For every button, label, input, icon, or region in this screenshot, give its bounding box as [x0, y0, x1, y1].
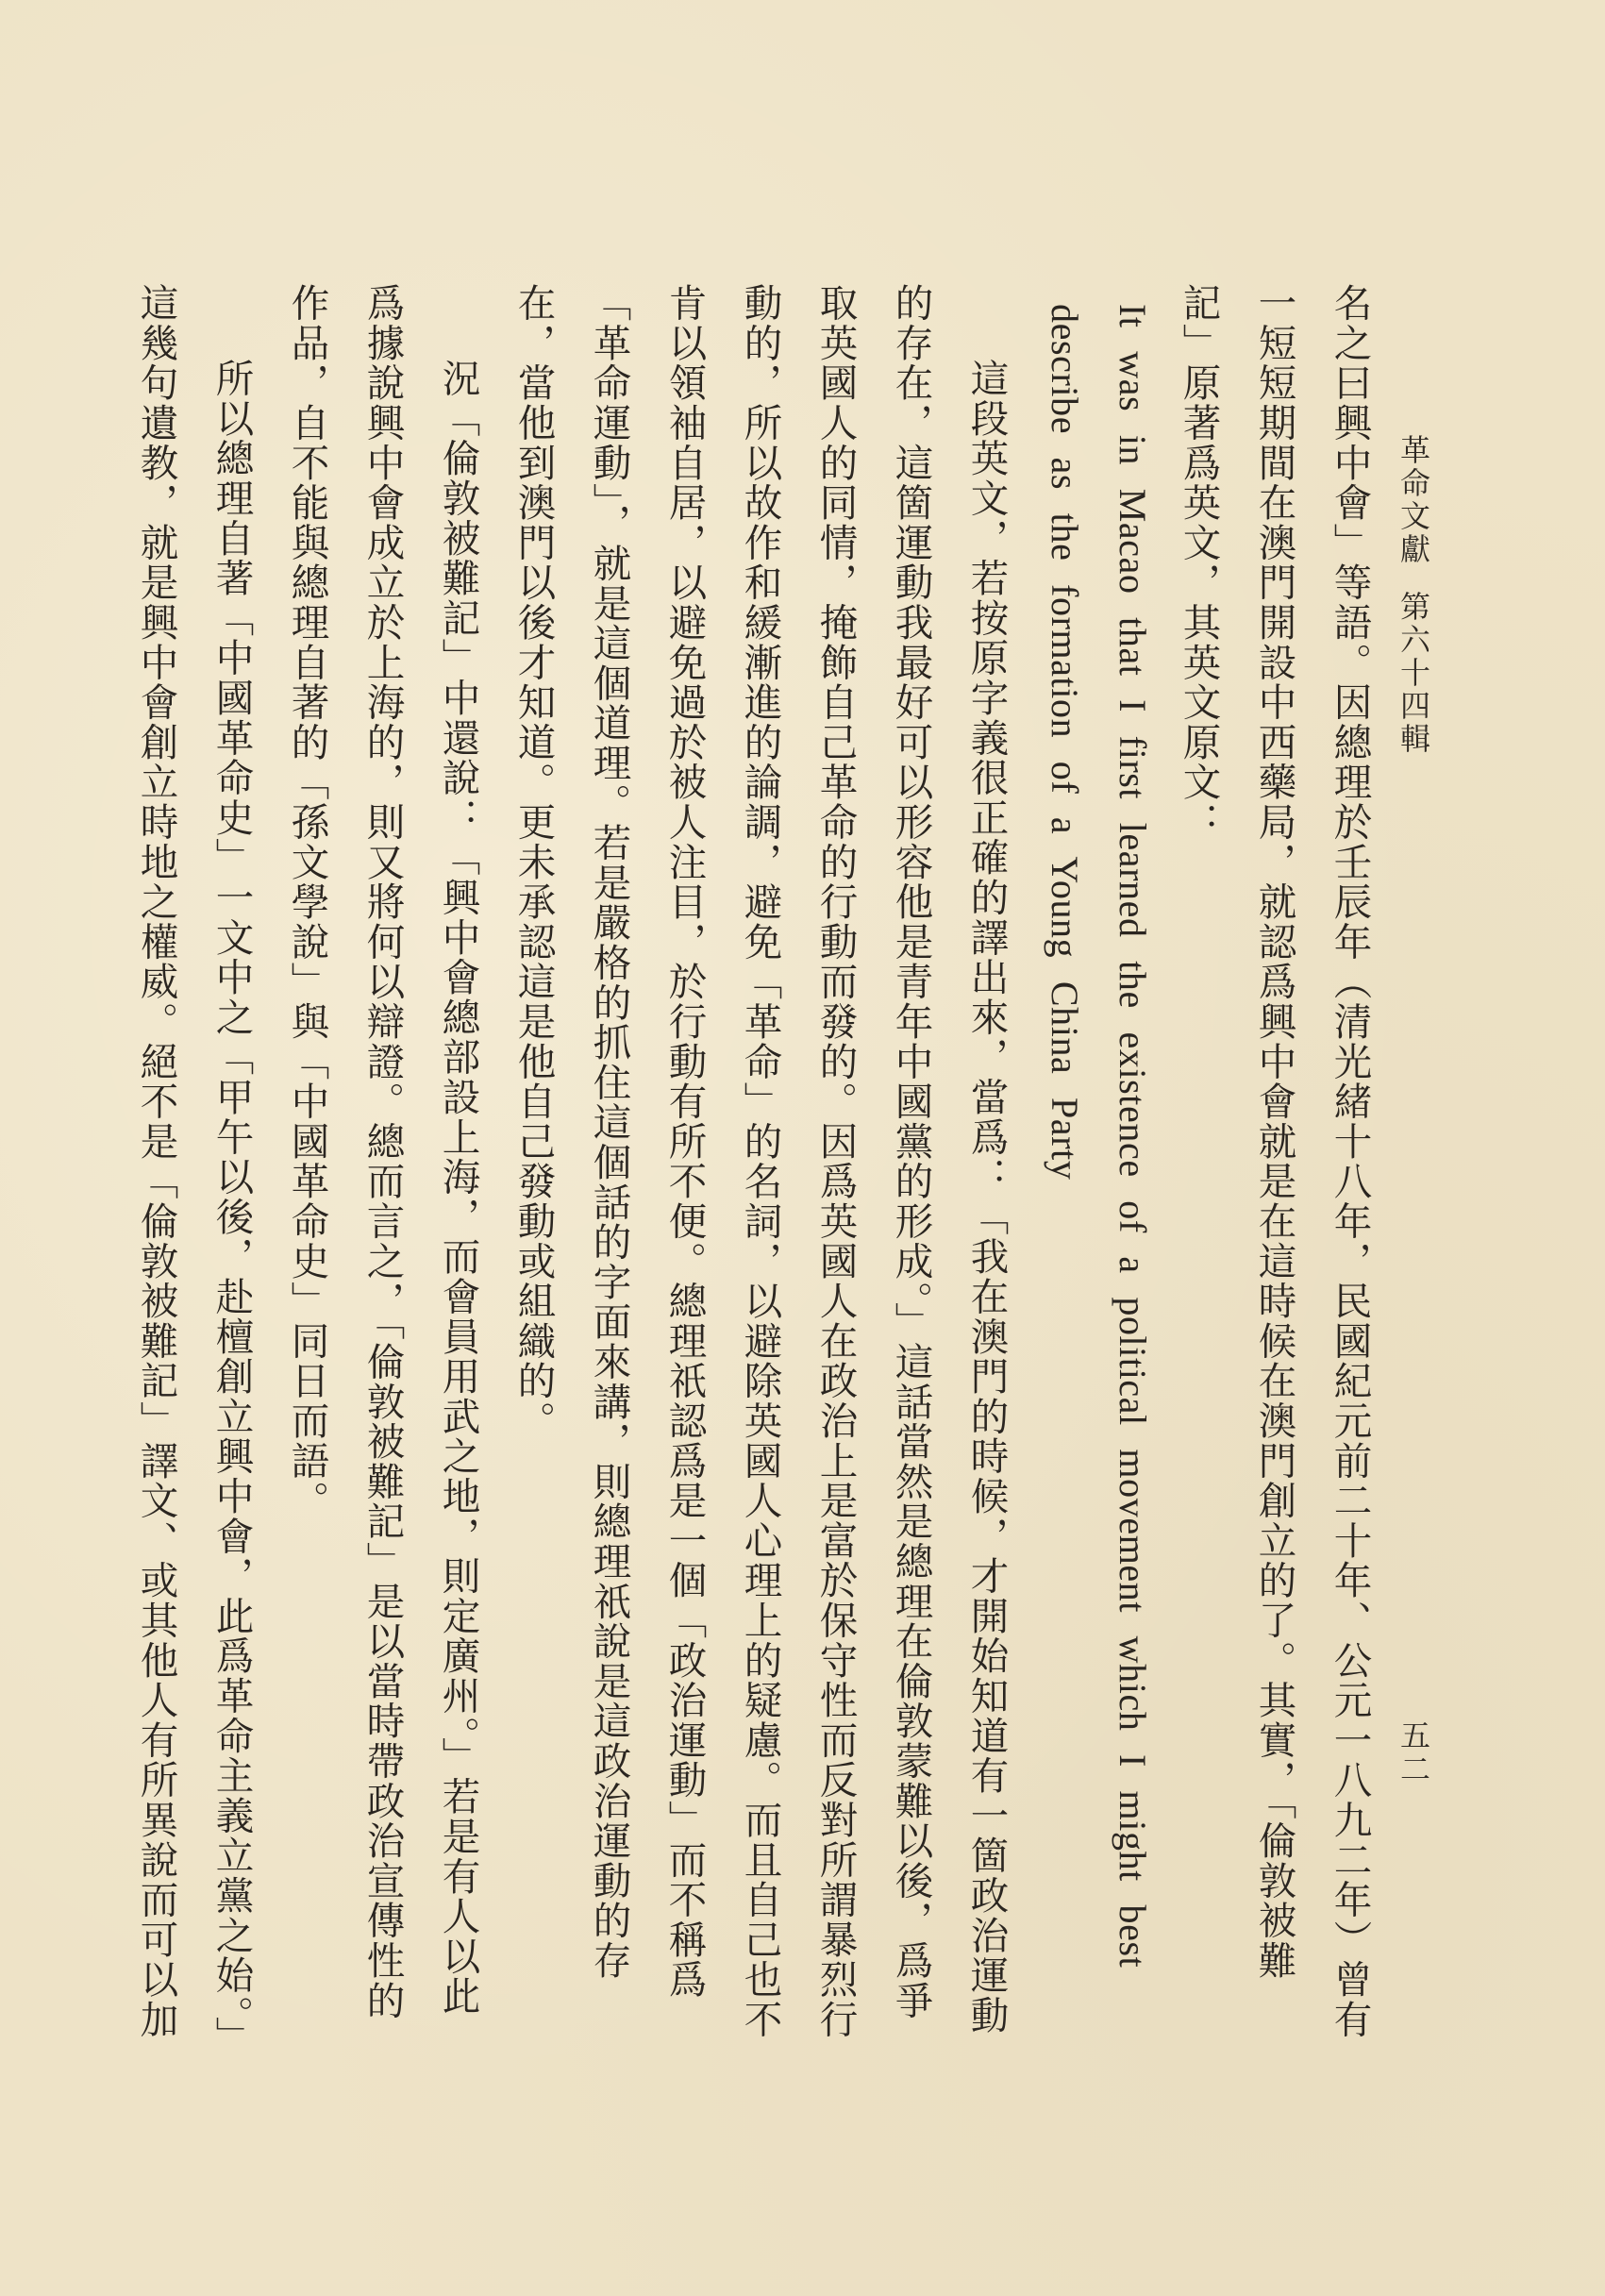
- text-column-17: 這幾句遺教，就是興中會創立時地之權威。絕不是「倫敦被難記」譯文、或其他人有所異說而可以加: [133, 283, 179, 2040]
- text-column-8: 取英國人的同情，掩飾自己革命的行動而發的。因爲英國人在政治上是富於保守性而反對所謂暴烈行: [812, 283, 859, 2040]
- text-column-12: 在，當他到澳門以後才知道。更未承認這是他自己發動或組織的。: [510, 283, 557, 1441]
- volume-number: 第六十四輯: [1396, 591, 1431, 756]
- text-column-3: 記」原著爲英文，其英文原文：: [1176, 283, 1222, 843]
- page-number: 五二: [1396, 1719, 1431, 1787]
- english-quote-line-2: describe as the formation of a Young China Party: [1044, 304, 1086, 1181]
- text-column-1: 名之曰興中會」等語。因總理於壬辰年（清光緒十八年，民國紀元前二十年、公元一八九二年）曾有: [1327, 283, 1373, 2040]
- journal-title: 革命文獻: [1396, 434, 1431, 566]
- text-column-2: 一短短期間在澳門開設中西藥局，就認爲興中會就是在這時候在澳門創立的了。其實，「倫敦被難: [1251, 283, 1297, 1981]
- text-column-13: 況「倫敦被難記」中還說：「興中會總部設上海，而會員用武之地，則定廣州。」若是有人以此: [435, 359, 481, 2017]
- text-column-10: 肯以領袖自居，以避免過於被人注目，於行動有所不便。總理祇認爲是一個「政治運動」而不稱爲: [661, 283, 708, 2000]
- running-head: [1398, 434, 1429, 756]
- text-column-15: 作品，自不能與總理自著的「孫文學說」與「中國革命史」同日而語。: [284, 283, 330, 1521]
- text-column-6: 這段英文，若按原字義很正確的譯出來，當爲：「我在澳門的時候，才開始知道有一箇政治運動: [963, 359, 1010, 2036]
- text-column-16: 所以總理自著「中國革命史」一文中之「甲午以後，赴檀創立興中會，此爲革命主義立黨之始。」: [209, 359, 255, 2056]
- text-column-14: 爲據說興中會成立於上海的，則又將何以辯證。總而言之，「倫敦被難記」是以當時帶政治宣傳性的: [359, 283, 406, 2020]
- text-column-11: 「革命運動」，就是這個道理。若是嚴格的抓住這個話的字面來講，則總理祇說是這政治運動的存: [586, 283, 632, 1981]
- text-column-7: 的存在，這箇運動我最好可以形容他是青年中國黨的形成。」這話當然是總理在倫敦蒙難以後，爲爭: [888, 283, 934, 2020]
- english-quote-line-1: It was in Macao that I first learned the existence of a political movement which I might best: [1112, 304, 1154, 1969]
- text-column-9: 動的，所以故作和緩漸進的論調，避免「革命」的名詞，以避除英國人心理上的疑慮。而且自己也不: [737, 283, 783, 2040]
